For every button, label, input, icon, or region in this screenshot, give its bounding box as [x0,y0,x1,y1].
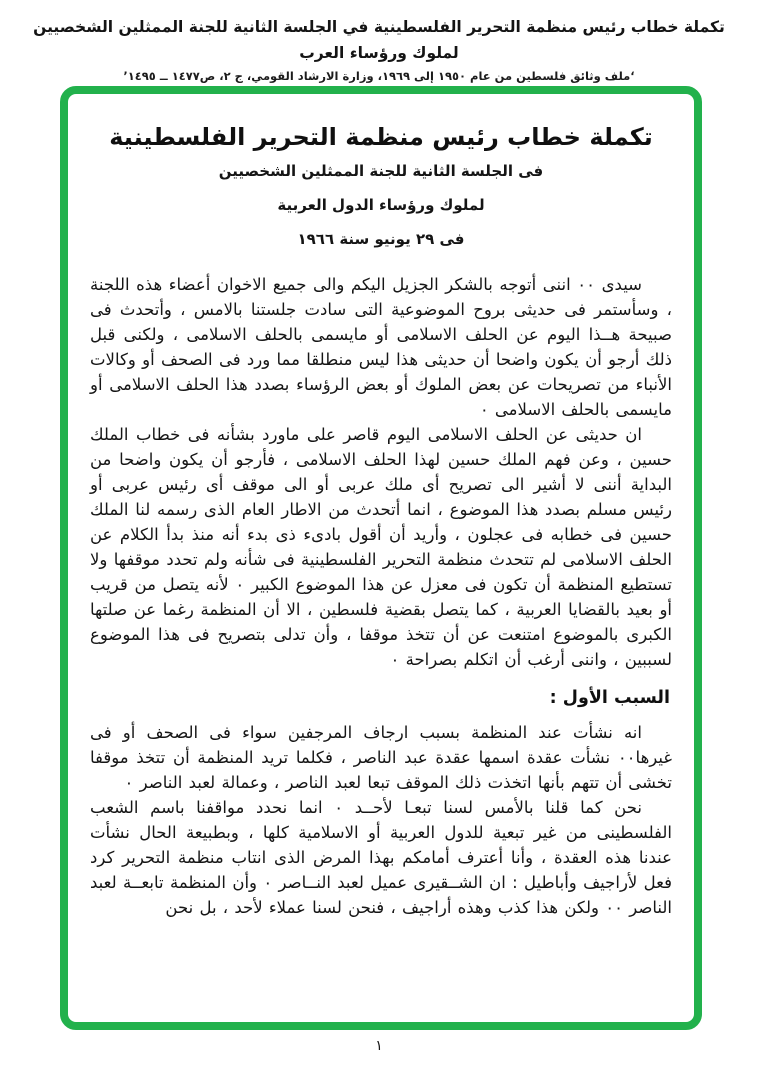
paragraph-greeting: سيدى ٠٠ اننى أتوجه بالشكر الجزيل اليكم والى جميع الاخوان أعضاء هذه اللجنة ، وسأستمر فى حديثى بروح الموضوعية التى سادت جلستنا بالامس ، وأتحدث فى صبيحة هــذا اليوم عن الحلف الاسلامى أو مايسمى بالحلف الاسلامى ، ولكنى قبل ذلك أرجو أن يكون واضحا أن حديثى هذا ليس منطلقا مما ورد فى الصحف أو وكالات الأنباء من تصريحات عن بعض الملوك أو بعض الرؤساء بصدد هذا الحلف الاسلامى أو مايسمى بالحلف الاسلامى ٠ [90,275,672,419]
header-source-citation: ‘ملف وثائق فلسطين من عام ١٩٥٠ إلى ١٩٦٩، وزارة الارشاد القومي، ج ٢، ص١٤٧٧ ــ ١٤٩٥’ [123,69,635,83]
paragraph-islamic-pact: ان حديثى عن الحلف الاسلامى اليوم قاصر على ماورد بشأنه فى خطاب الملك حسين ، وعن فهم الملك حسين لهذا الحلف الاسلامى ، فأرجو أن يكون واضحا من البداية أننى لا أشير الى تصريح أى ملك عربى أو الى موقف أى رئيس عربى أو رئيس مسلم بصدد هذا الموضوع ، انما أتحدث من الاطار العام الذى رسمه لنا الملك حسين فى خطابه فى عجلون ، وأريد أن أقول بادىء ذى بدء أنه منذ بدأ الكلام عن الحلف الاسلامى لم تتحدث منظمة التحرير الفلسطينية فى شأنه ولم تحدد موقفها ولا تستطيع المنظمة أن تكون فى معزل عن هذا الموضوع الكبير ٠ لأنه يتصل من قريب أو بعيد بالقضايا العربية ، كما يتصل بقضية فلسطين ، الا أن المنظمة رغما عن صلتها الكبرى بالموضوع امتنعت عن أن تتخذ موقفا ، وأن تدلى بتصريح فى هذا الموضوع لسببين ، واننى أرغب أن اتكلم بصراحة ٠ [90,425,672,669]
page-number: ١ [375,1038,383,1054]
paragraph-independence: نحن كما قلنا بالأمس لسنا تبعـا لأحــد ٠ انما نحدد مواقفنا باسم الشعب الفلسطينى من غير تبعية للدول العربية أو الاسلامية كلها ، وبطبيعة الحال نشأت عندنا هذه العقدة ، وأنا أعترف أمامكم بهذا المرض الذى انتاب منظمة التحرير كرد فعل لأراجيف وأباطيل : ان الشــقيرى عميل لعبد النــاصر ٠ وأن المنظمة تابعــة لعبد الناصر ٠٠ ولكن هذا كذب وهذه أراجيف ، فنحن لسنا عملاء لأحد ، بل نحن [90,798,672,917]
document-subtitle-session: فى الجلسة الثانية للجنة الممثلين الشخصيين [218,162,544,180]
document-body [86,272,676,920]
page-header [0,14,758,83]
paragraph-complex: انه نشأت عند المنظمة بسبب ارجاف المرجفين سواء فى الصحف أو فى غيرها٠٠ نشأت عقدة اسمها عقدة عبد الناصر ، فكلما تريد المنظمة أن تتخذ موقفا تخشى أن تتهم بأنها اتخذت ذلك الموقف تبعا لعبد الناصر ، وعمالة لعبد الناصر ٠ [90,723,672,792]
green-document-frame [60,86,702,1030]
document-subtitle-date: فى ٢٩ يونيو سنة ١٩٦٦ [297,230,465,248]
document-subtitle-audience: لملوك ورؤساء الدول العربية [277,196,485,214]
header-title: تكملة خطاب رئيس منظمة التحرير الفلسطينية في الجلسة الثانية للجنة الممثلين الشخصيين لملوك ورؤساء العرب [33,18,725,62]
section-heading-first-reason: السبب الأول : [549,688,670,708]
document-title: تكملة خطاب رئيس منظمة التحرير الفلسطينية [109,123,653,151]
